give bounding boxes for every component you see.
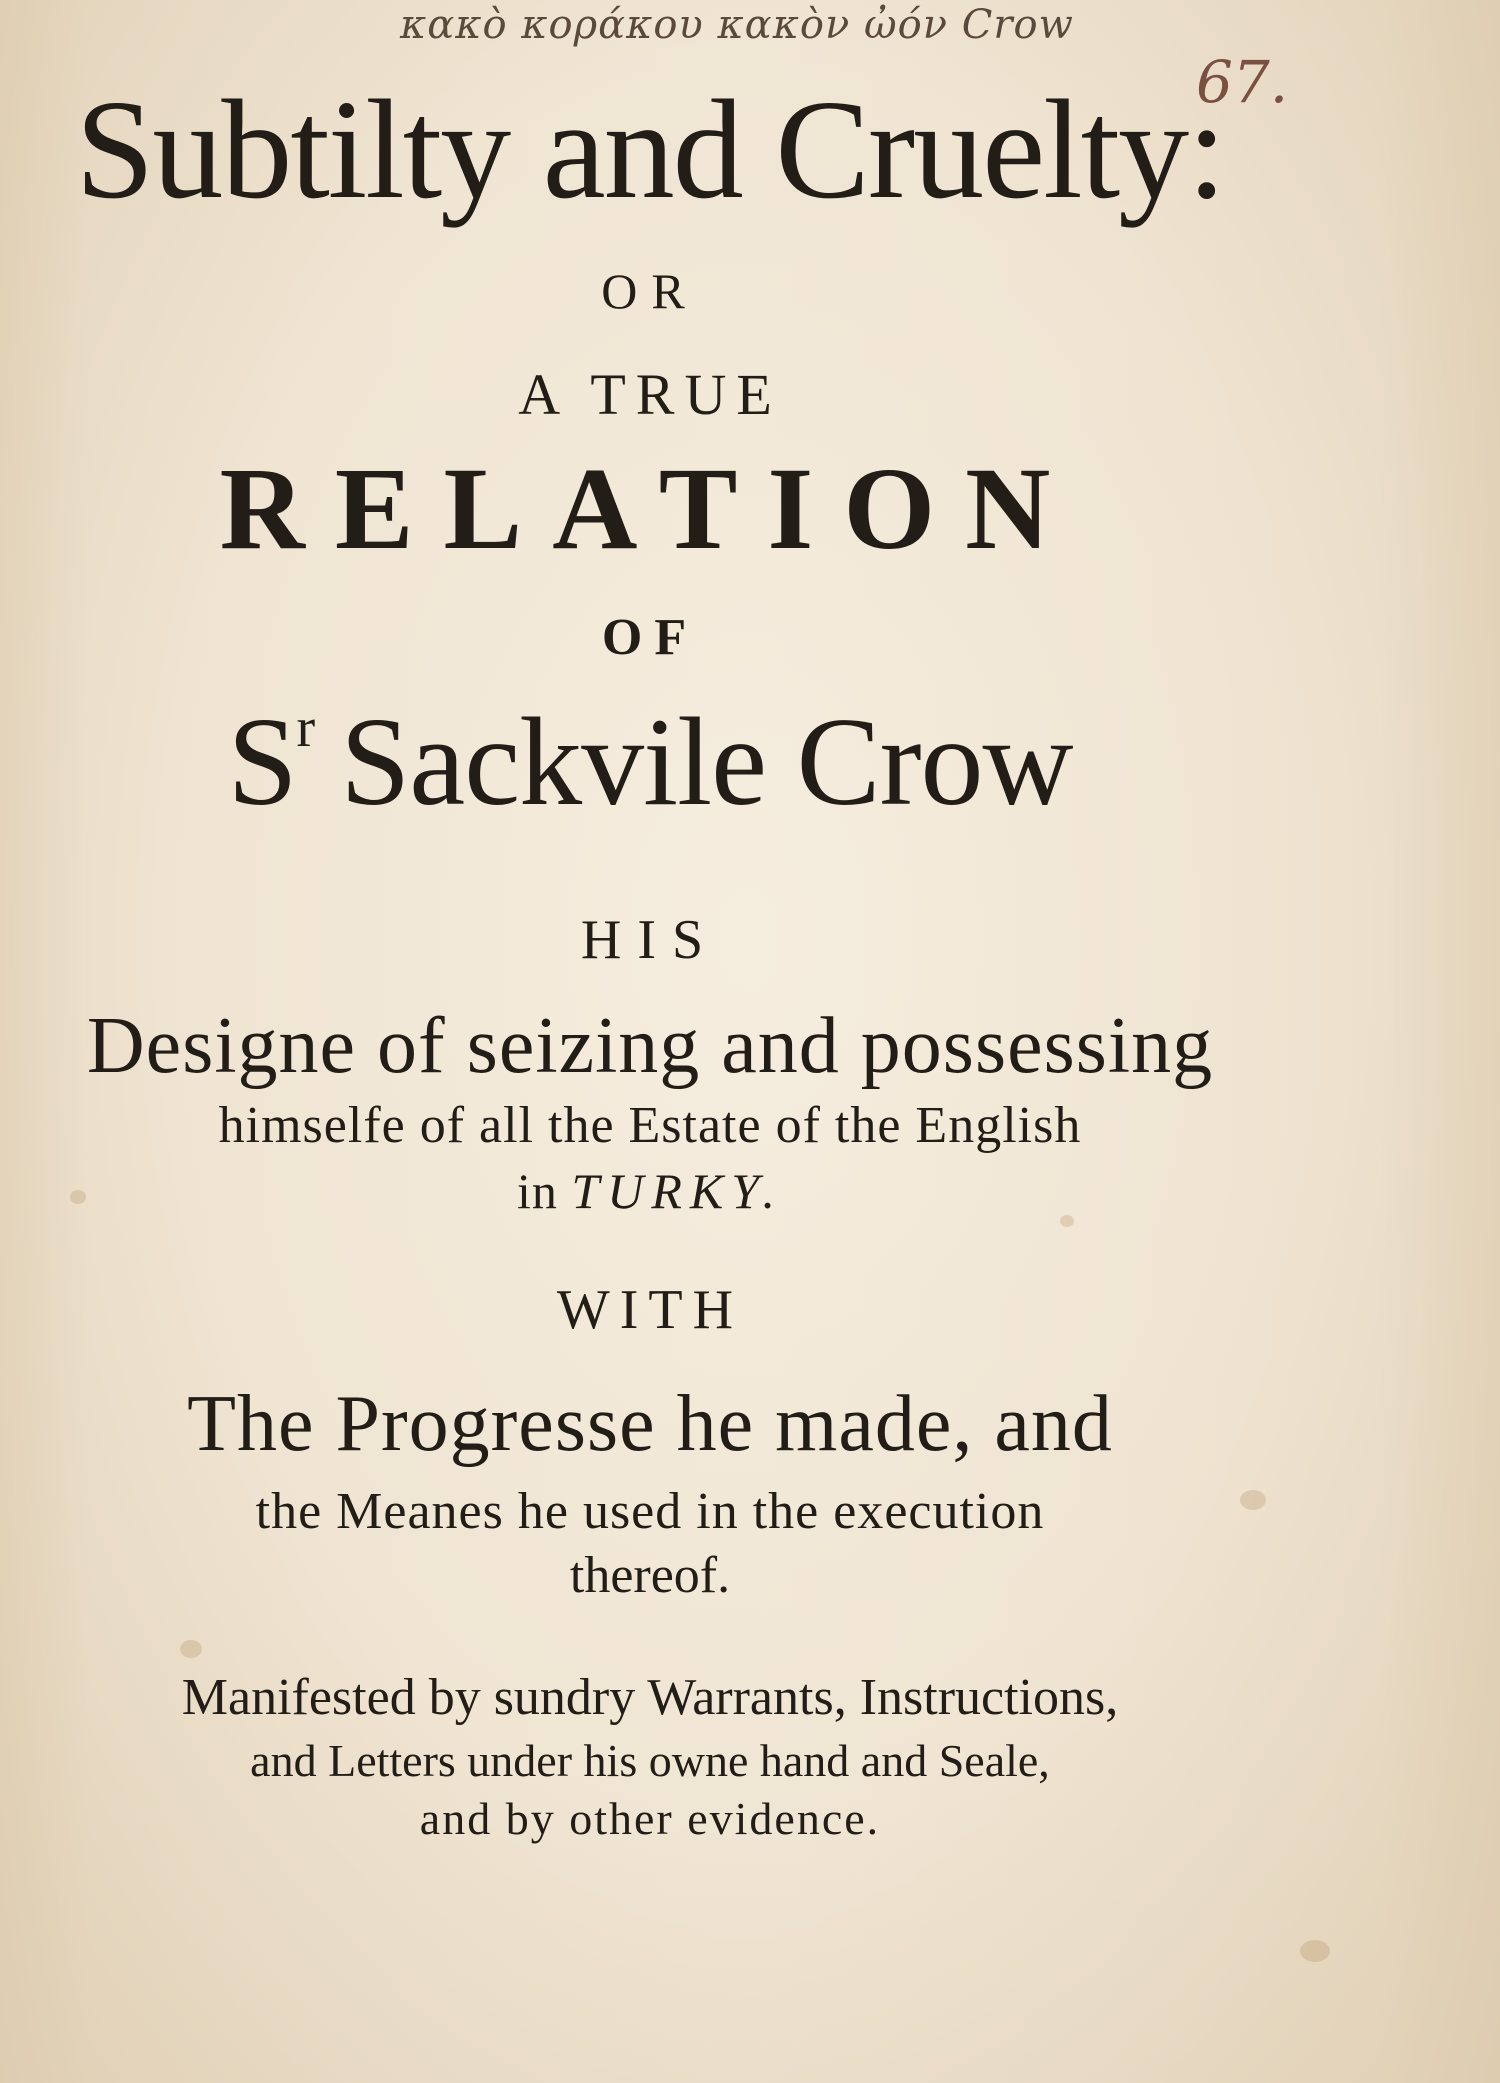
progresse-line: The Progresse he made, and [187,1380,1113,1468]
thereof-line: thereof. [569,1547,731,1604]
himselfe-line: himselfe of all the Estate of the English [218,1097,1082,1154]
person-name [0,693,1300,832]
main-title: Subtilty and Cruelty: [75,70,1225,228]
manuscript-note: κακὸ κοράκου κακὸν ὠόν Crow [400,2,1074,48]
in-word: in [517,1163,558,1219]
paper-stain [1060,1215,1074,1227]
paper-stain [180,1640,202,1658]
meanes-line: the Meanes he used in the execution [255,1483,1045,1540]
evidence-line: and by other evidence. [419,1793,881,1844]
name-rest: Sackvile Crow [340,693,1073,832]
subtitle-his: HIS [580,909,720,971]
name-sr: S [227,693,297,832]
subtitle-or: OR [601,263,699,319]
paper-stain [1300,1940,1330,1962]
designe-line: Designe of seizing and possessing [86,1002,1214,1090]
subtitle-relation: RELATION [219,443,1081,574]
turky-word: TURKY. [571,1163,783,1219]
manuscript-page-number: 67. [1196,48,1289,116]
name-superscript: r [296,697,315,759]
manifested-line: Manifested by sundry Warrants, Instructions, [181,1669,1119,1726]
subtitle-of: OF [601,609,699,666]
in-turky-line [0,1163,1300,1219]
subtitle-with: WITH [556,1279,744,1341]
letters-line: and Letters under his owne hand and Seale, [250,1735,1050,1786]
subtitle-a-true: A TRUE [518,362,782,427]
